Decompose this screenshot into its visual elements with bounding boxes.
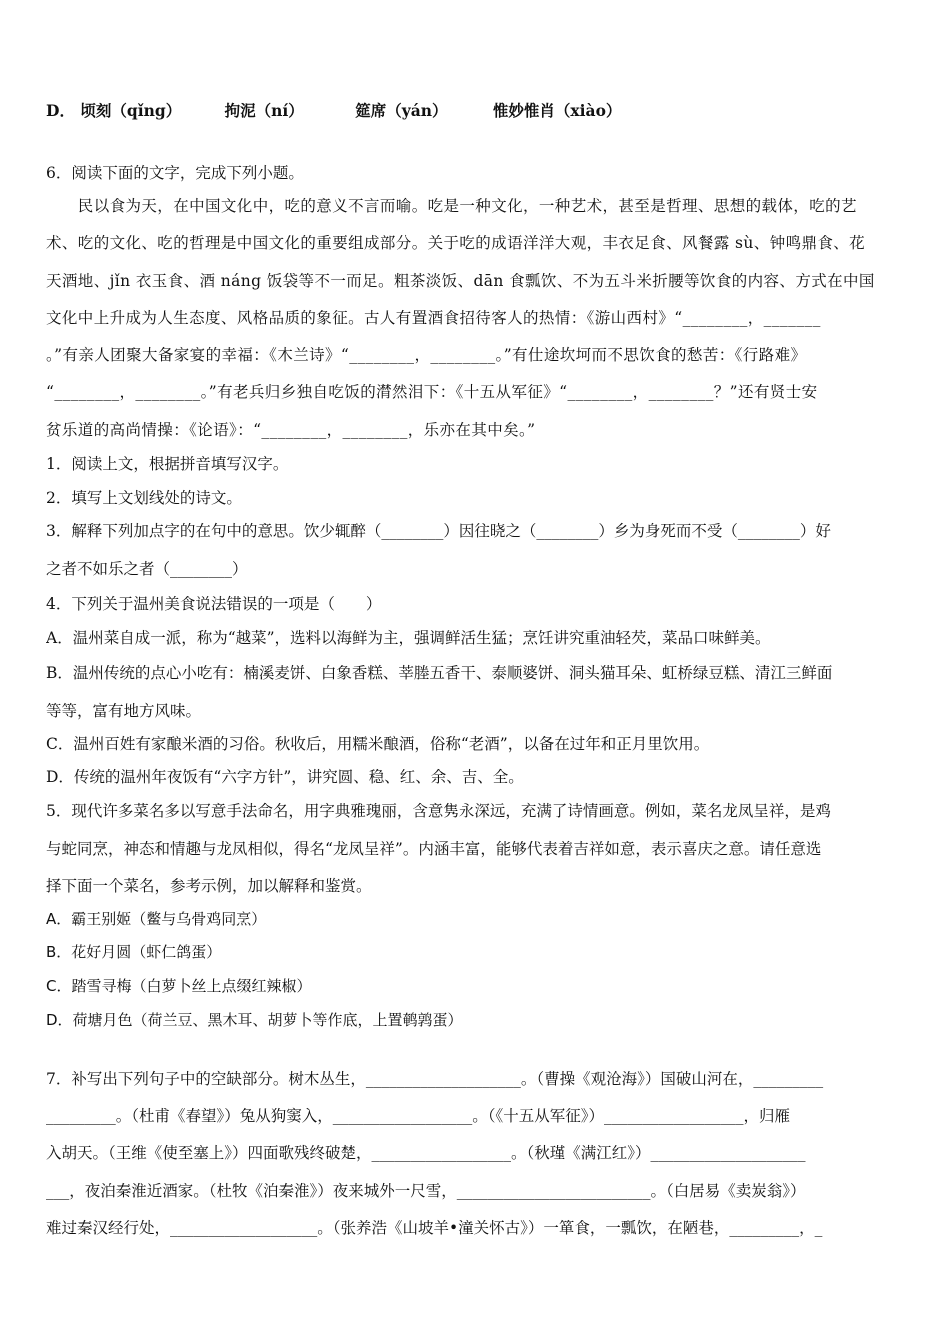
passage-line: 贫乐道的高尚情操：《论语》：“________，________，乐亦在其中矣。” (46, 421, 536, 439)
passage-line: 民以食为天，在中国文化中，吃的意义不言而喻。吃是一种文化，一种艺术，甚至是哲理、思想的载体，吃的艺 (46, 197, 857, 215)
sub-question-5-line-2: 与蛇同烹，神态和情趣与龙凤相似，得名“龙凤呈祥”。内涵丰富，能够代表着吉祥如意，表示喜庆之意。请任意选 (46, 840, 822, 858)
sub-question-2: 2．填写上文划线处的诗文。 (46, 489, 242, 507)
sub-question-4-option-b-line-1: B．温州传统的点心小吃有：楠溪麦饼、白象香糕、莘塍五香干、泰顺婆饼、洞头猫耳朵、虹桥绿豆糕、清江三鲜面 (46, 664, 833, 682)
option-d-label: D． (46, 101, 75, 120)
question-7-line-5: 难过秦汉经行处，___________________。（张养浩《山坡羊•潼关怀古》）一箪食，一瓢饮，在陋巷，_________，_ (46, 1219, 823, 1237)
passage-line: 术、吃的文化、吃的哲理是中国文化的重要组成部分。关于吃的成语洋洋大观，丰衣足食、风餐露 sù、钟鸣鼎食、花 (46, 234, 866, 252)
option-d-item-4: 惟妙惟肖（xiào） (492, 101, 622, 120)
question-7-line-3: 入胡天。（王维《使至塞上》）四面歌残终破楚，__________________。（秋瑾《满江红》）____________________ (46, 1144, 806, 1162)
option-d-item-2: 拘泥（ní） (224, 101, 304, 120)
sub-question-4-option-a: A．温州菜自成一派，称为“越菜”，选料以海鲜为主，强调鲜活生猛；烹饪讲究重油轻芡，菜品口味鲜美。 (46, 629, 771, 647)
sub-question-4-option-d: D．传统的温州年夜饭有“六字方针”，讲究圆、稳、红、余、吉、全。 (46, 768, 524, 786)
sub-question-5-option-d: D．荷塘月色（荷兰豆、黑木耳、胡萝卜等作底，上置鹌鹑蛋） (46, 1011, 463, 1029)
question-6-title: 6．阅读下面的文字，完成下列小题。 (46, 164, 304, 182)
sub-question-5-option-a: A．霸王别姬（鳖与乌骨鸡同烹） (46, 910, 267, 928)
sub-question-5-line-3: 择下面一个菜名，参考示例，加以解释和鉴赏。 (46, 877, 372, 895)
option-d-item-1: 顷刻（qǐng） (80, 101, 182, 120)
sub-question-5-option-b: B．花好月圆（虾仁鸽蛋） (46, 943, 222, 961)
passage-line: “________，________。”有老兵归乡独自吃饭的潸然泪下：《十五从军征》“________，________？”还有贤士安 (46, 383, 818, 401)
passage-line: 天酒地、jǐn 衣玉食、酒 náng 饭袋等不一而足。粗茶淡饭、dān 食瓢饮、不为五斗米折腰等饮食的内容、方式在中国 (46, 272, 875, 290)
option-d-line (46, 101, 904, 121)
sub-question-4-option-b-line-2: 等等，富有地方风味。 (46, 702, 202, 720)
sub-question-1: 1．阅读上文，根据拼音填写汉字。 (46, 455, 289, 473)
passage-line: 文化中上升成为人生态度、风格品质的象征。古人有置酒食招待客人的热情：《游山西村》“________，_______ (46, 309, 821, 327)
sub-question-5-option-c: C．踏雪寻梅（白萝卜丝上点缀红辣椒） (46, 977, 312, 995)
sub-question-5-line-1: 5．现代许多菜名多以写意手法命名，用字典雅瑰丽，含意隽永深远，充满了诗情画意。例如，菜名龙凤呈祥，是鸡 (46, 802, 831, 820)
sub-question-4: 4．下列关于温州美食说法错误的一项是（ ） (46, 595, 382, 613)
sub-question-4-option-c: C．温州百姓有家酿米酒的习俗。秋收后，用糯米酿酒，俗称“老酒”，以备在过年和正月里饮用。 (46, 735, 710, 753)
option-d-item-3: 筵席（yán） (355, 101, 448, 120)
sub-question-3-line-2: 之者不如乐之者（________） (46, 560, 248, 578)
question-7-line-2: _________。（杜甫《春望》）兔从狗窦入，__________________。（《十五从军征》）__________________，归雁 (46, 1107, 791, 1125)
sub-question-3-line-1: 3．解释下列加点字的在句中的意思。饮少辄醉（________）因往晓之（________）乡为身死而不受（________）好 (46, 522, 831, 540)
passage-line: 。”有亲人团聚大备家宴的幸福：《木兰诗》“________，________。”有仕途坎坷而不思饮食的愁苦：《行路难》 (46, 346, 807, 364)
question-7-line-1: 7．补写出下列句子中的空缺部分。树木丛生，____________________。（曹操《观沧海》）国破山河在，_________ (46, 1070, 824, 1088)
question-7-line-4: ___，夜泊秦淮近酒家。（杜牧《泊秦淮》）夜来城外一尺雪，_________________________。（白居易《卖炭翁》） (46, 1182, 806, 1200)
